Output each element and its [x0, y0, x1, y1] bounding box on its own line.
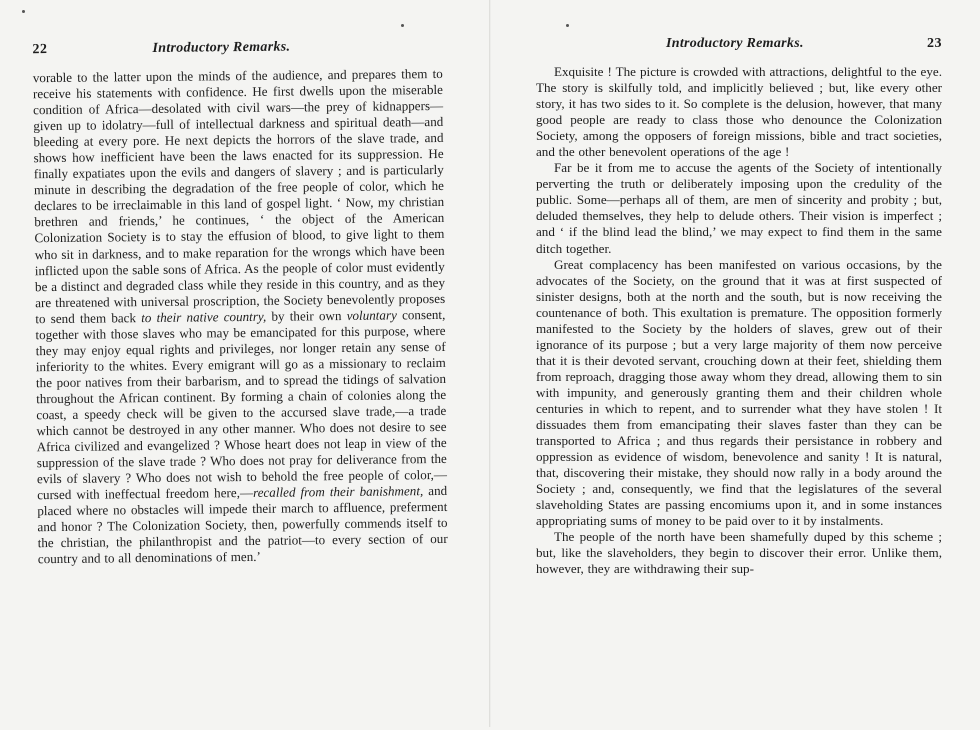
text-run: consent, together with those slaves who may be emancipated for this purpose, where they may enjoy equal rights and privileges, nor longer retain any sense of inferiority to the whites. Every emigrant will go as a missionary to reclaim the poor natives from their barbarism, and to spread the tidings of salvation throughout the African continent. By forming a chain of colonies along the coast, a speedy check will be given to the accursed slave trade,—a trade which cannot be destroyed in any other manner. Who does not desire to see Africa civilized and evangelized ? Whose heart does not leap in view of the suppression of the slave trade ? Who does not pray for deliverance from the evils of slavery ? Who does not wish to behold the free people of color,—cursed with ineffectual freedom here,— — [35, 306, 448, 503]
paragraph — [536, 160, 942, 256]
paragraph — [33, 66, 448, 568]
left-page-body — [33, 66, 448, 568]
paper-speck — [401, 24, 404, 27]
italic-text: recalled from their banishment, — [252, 483, 424, 501]
right-page-header — [536, 36, 942, 58]
text-run: vorable to the latter upon the minds of the audience, and prepares them to receive his statements with confidence. He first dwells upon the miserable condition of Africa—desolated with civil wars—the prey of kidnappers—given up to idolatry—full of intellectual darkness and spiritual death—and bleeding at every pore. He next depicts the horrors of the slave trade, and shows how inefficient have been the laws enacted for its suppression. He finally expatiates upon the evils and dangers of slavery ; and is particularly minute in describing the degradation of the free people of color, which he declares to be irreclaimable in this land of gospel light. ‘ Now, my christian brethren and friends,’ he continues, ‘ the object of the American Colonization Society is to stay the effusion of blood, to give light to them who sit in darkness, and to make reparation for the wrongs which have been inflicted upon the sable sons of Africa. As the people of color must evidently be a distinct and degraded class while they reside in this country, and as they are threatened with universal proscription, the Society benevolently proposes to send them back — [32, 65, 446, 326]
paragraph — [536, 529, 942, 577]
left-page-number: 22 — [32, 42, 48, 58]
right-page — [490, 0, 980, 727]
text-run: Far be it from me to accuse the agents of the Society of intentionally perverting the truth or deliberately imposing upon the credulity of the public. Some—perhaps all of them, are men of sincerity and probity ; but, deluded themselves, they help to delude others. Their vision is imperfect ; and ‘ if the blind lead the blind,’ we may expect to find them in the same ditch together. — [536, 160, 942, 256]
text-run: Exquisite ! The picture is crowded with attractions, delightful to the eye. The story is skilfully told, and implicitly believed ; but, like every other story, it has two sides to it. So complete is the delusion, however, that many good people are ready to class those who denounce the Colonization Society, among the opposers of foreign missions, bible and tract societies, and the other benevolent operations of the age ! — [536, 64, 942, 160]
paper-speck — [566, 24, 569, 27]
italic-text: voluntary — [346, 307, 397, 323]
paragraph — [536, 257, 942, 530]
paragraph — [536, 64, 942, 160]
left-page-header — [32, 38, 442, 64]
paper-speck — [22, 10, 25, 13]
right-page-body — [536, 64, 942, 578]
text-run: by their own — [266, 307, 347, 324]
italic-text: to their native country, — [141, 308, 267, 325]
left-running-head: Introductory Remarks. — [152, 39, 291, 56]
right-page-number: 23 — [927, 36, 942, 51]
text-run: The people of the north have been shamefully duped by this scheme ; but, like the slaveholders, they begin to discover their error. Unlike them, however, they are withdrawing their sup- — [536, 529, 942, 577]
right-running-head: Introductory Remarks. — [666, 36, 804, 51]
text-run: and placed where no obstacles will impede their march to affluence, preferment and honor ? The Colonization Society, then, powerfully commends itself to the christian, the philanthropist and the patriot—to every section of our country and to all denominations of men.’ — [37, 483, 448, 567]
text-run: Great complacency has been manifested on various occasions, by the advocates of the Society, on the ground that it was at first suspected of sinister designs, both at the north and the south, but is now receiving the countenance of both. This exultation is premature. The opposition formerly manifested to the Society by the holders of slaves, grew out of their ignorance of its purpose ; but a very large majority of them now perceive that it is their devoted servant, crouching down at their feet, shielding them from reproach, dragging those away whom they dread, allowing them to sin with impunity, and generously granting them and their children whole centuries in which to repent, and to surrender what they have stolen ! It dissuades them from emancipating their slaves faster than they can be transported to Africa ; and thus regards their persistance in robbery and oppression as evidence of wisdom, benevolence and sanity ! It is natural, that, discovering their mistake, they should now rally in a body around the Society ; and, consequently, we find that the legislatures of the several slaveholding States are passing encomiums upon it, and in some instances appropriating sums of money to be paid over to it by instalments. — [536, 256, 942, 529]
